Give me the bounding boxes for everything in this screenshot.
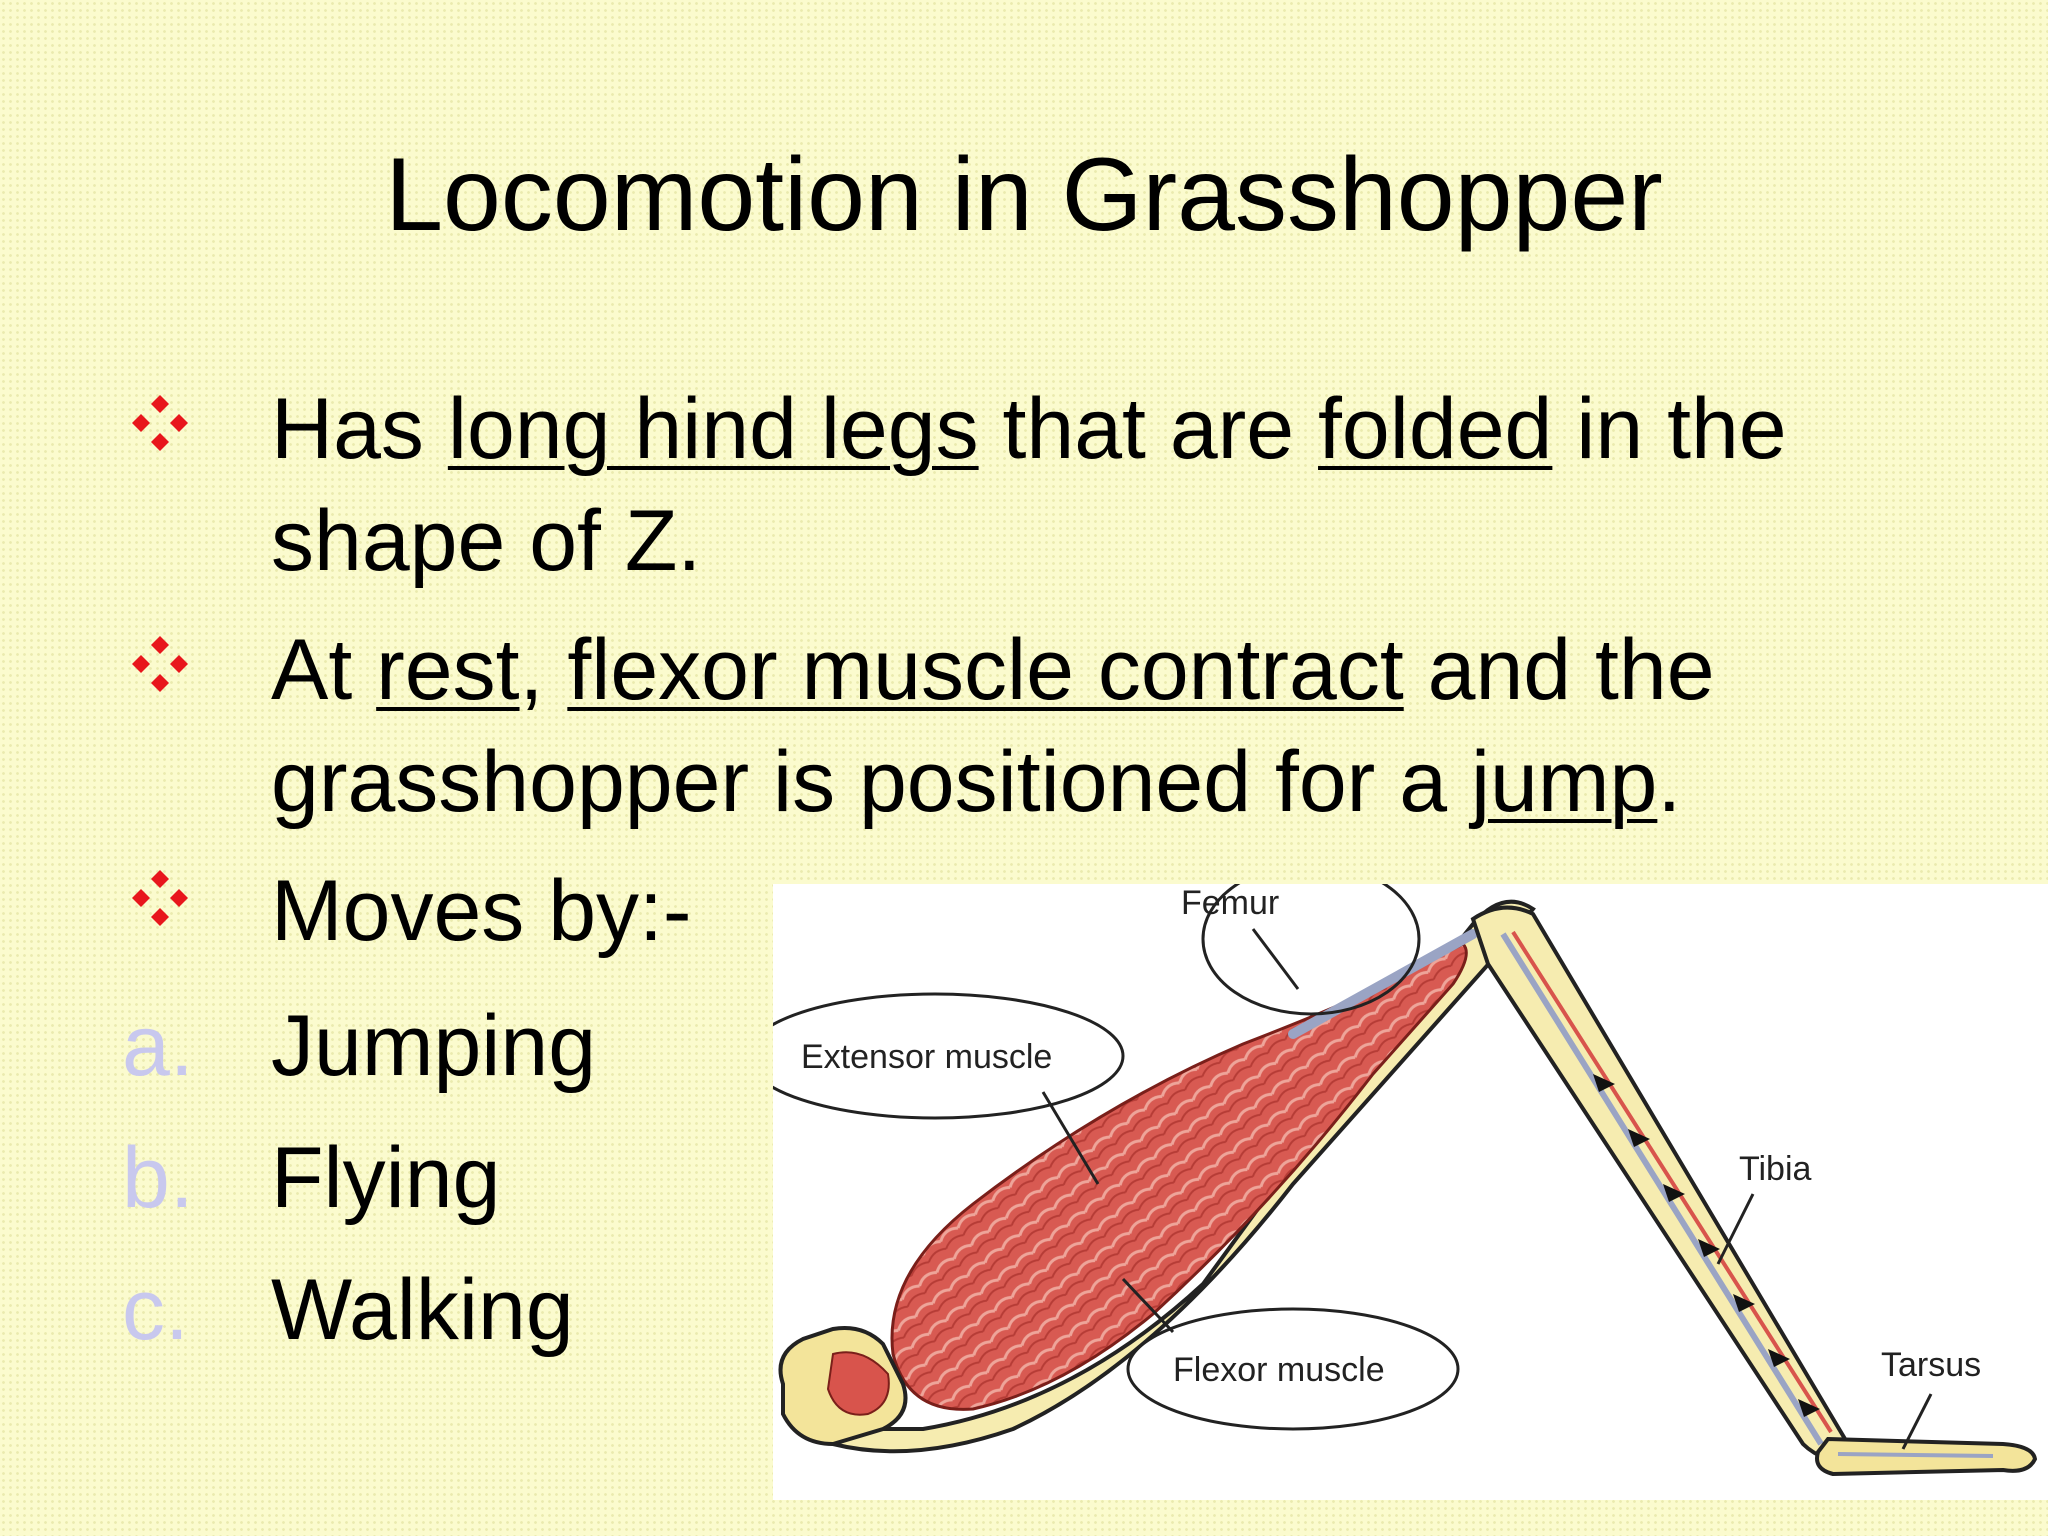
bullet-2-segment: ,	[519, 622, 568, 718]
bullet-2-cont-segment: .	[1657, 734, 1682, 830]
bullet-2-cont-underlined: jump	[1470, 734, 1658, 830]
sub-item-jumping: Jumping	[271, 998, 597, 1094]
bullet-marker-1	[130, 393, 190, 453]
bullet-1-segment: that are	[978, 381, 1319, 477]
sub-item-flying: Flying	[271, 1130, 501, 1226]
slide-title: Locomotion in Grasshopper	[385, 137, 1663, 253]
bullet-text-2	[271, 614, 1715, 726]
bullet-1-underlined: long hind legs	[447, 381, 979, 477]
bullet-text-1	[271, 373, 1787, 485]
bullet-text-3: Moves by:-	[271, 863, 692, 959]
sub-item-letter-a: a.	[122, 998, 194, 1094]
femur-label: Femur	[1181, 884, 1280, 922]
four-diamond-bullet-icon	[130, 393, 190, 453]
bullet-marker-3	[130, 868, 190, 928]
bullet-2-cont-segment: grasshopper is positioned for a	[271, 734, 1471, 830]
tibia-label: Tibia	[1739, 1150, 1812, 1188]
four-diamond-bullet-icon	[130, 634, 190, 694]
grasshopper-leg-figure	[773, 884, 2048, 1500]
bullet-text-1-continuation: shape of Z.	[271, 493, 702, 589]
sub-item-walking: Walking	[271, 1262, 574, 1358]
four-diamond-bullet-icon	[130, 868, 190, 928]
bullet-2-segment: and the	[1403, 622, 1715, 718]
bullet-1-segment: Has	[271, 381, 448, 477]
flexor-muscle-label: Flexor muscle	[1173, 1351, 1385, 1389]
bullet-2-segment: At	[271, 622, 377, 718]
bullet-2-underlined: flexor muscle contract	[567, 622, 1404, 718]
tarsus-label: Tarsus	[1881, 1346, 1982, 1384]
sub-item-letter-b: b.	[122, 1130, 194, 1226]
bullet-1-segment: in the	[1552, 381, 1787, 477]
extensor-muscle-label: Extensor muscle	[801, 1038, 1053, 1076]
bullet-marker-2	[130, 634, 190, 694]
grasshopper-leg-illustration	[773, 884, 2048, 1500]
bullet-2-underlined: rest	[376, 622, 520, 718]
sub-item-letter-c: c.	[122, 1262, 189, 1358]
bullet-1-underlined: folded	[1318, 381, 1553, 477]
bullet-text-2-continuation	[271, 726, 1681, 838]
